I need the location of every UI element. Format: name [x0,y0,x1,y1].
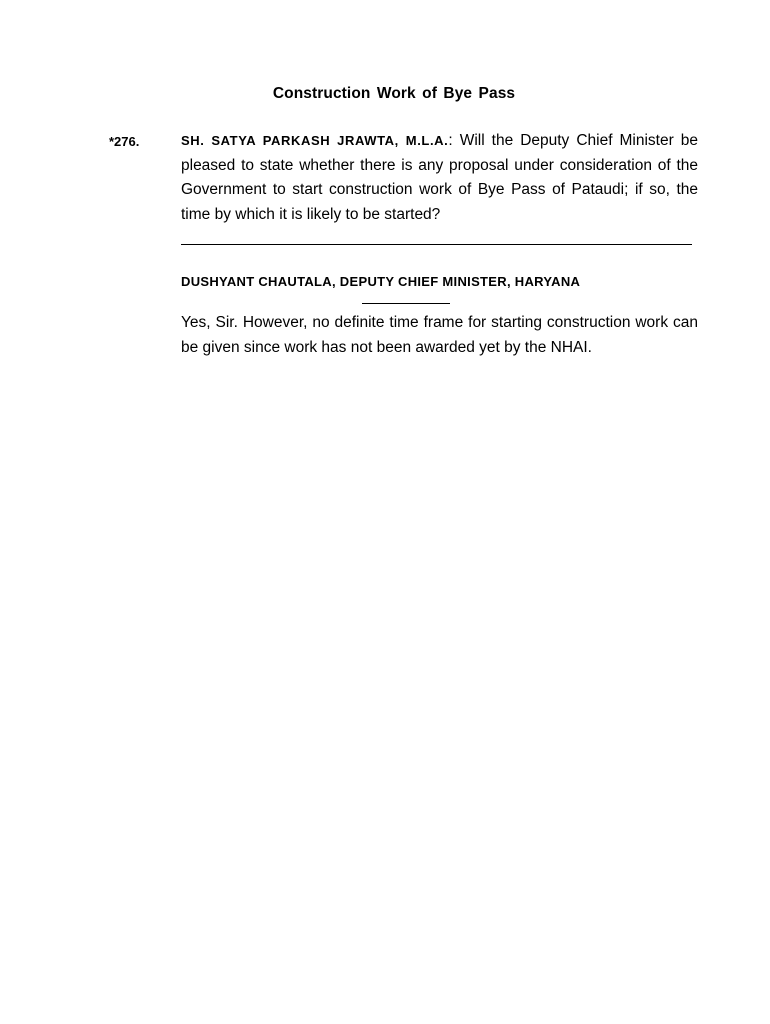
questioner-suffix: : [448,132,453,149]
question-text: Will the Deputy Chief Minister be pleased to state whether there is any proposal under consideration of the Government to start construction work of Bye Pass of Pataudi; if so, the time by which it is likely to be started? [181,132,698,223]
answer-paragraph: Yes, Sir. However, no definite time frame for starting construction work can be given since work has not been awarded yet by the NHAI. [181,314,698,356]
separator-line [181,244,692,245]
questioner-name: SH. SATYA PARKASH JRAWTA, M.L.A. [181,133,449,148]
question-paragraph [181,129,698,227]
answerer-underline [362,303,450,304]
question-number: *276. [109,134,140,149]
page-title: Construction Work of Bye Pass [272,85,516,102]
answerer-name: DUSHYANT CHAUTALA, DEPUTY CHIEF MINISTER, HARYANA [181,274,581,289]
